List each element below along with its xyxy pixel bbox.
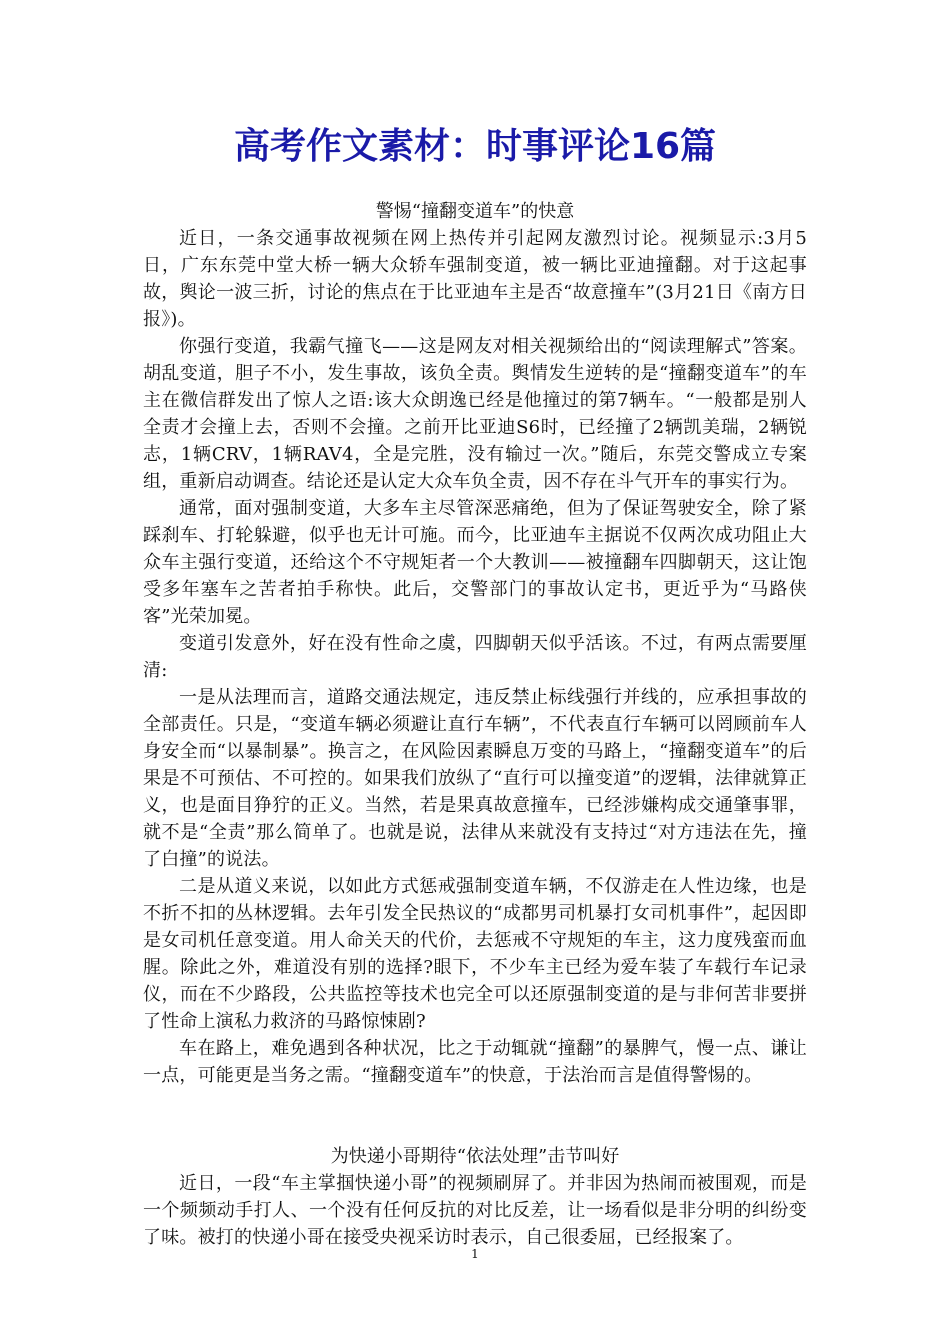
article-1-paragraph-1: 近日，一条交通事故视频在网上热传并引起网友激烈讨论。视频显示:3月5日，广东东莞中堂大桥一辆大众轿车强制变道，被一辆比亚迪撞翻。对于这起事故，舆论一波三折，讨论的焦点在于比亚迪车主是否“故意撞车”(3月21日《南方日报》)。 [143, 228, 807, 330]
document-title: 高考作文素材：时事评论16篇 [233, 126, 717, 167]
article-2 [143, 1143, 807, 1251]
article-1-heading: 警惕“撞翻变道车”的快意 [375, 201, 575, 222]
article-1 [143, 198, 807, 1089]
article-2-paragraph-1: 近日，一段“车主掌掴快递小哥”的视频刷屏了。并非因为热闹而被围观，而是一个频频动手打人、一个没有任何反抗的对比反差，让一场看似是非分明的纠纷变了味。被打的快递小哥在接受央视采访时表示，自己很委屈，已经报案了。 [143, 1173, 807, 1248]
document-body [143, 198, 807, 1251]
article-1-paragraph-3: 通常，面对强制变道，大多车主尽管深恶痛绝，但为了保证驾驶安全，除了紧踩刹车、打轮躲避，似乎也无计可施。而今，比亚迪车主据说不仅两次成功阻止大众车主强行变道，还给这个不守规矩者一个大教训——被撞翻车四脚朝天，这让饱受多年塞车之苦者拍手称快。此后，交警部门的事故认定书，更近乎为“马路侠客”光荣加冕。 [143, 498, 807, 627]
page-number: 1 [471, 1247, 479, 1261]
article-2-heading: 为快递小哥期待“依法处理”击节叫好 [330, 1146, 620, 1167]
article-1-paragraph-7: 车在路上，难免遇到各种状况，比之于动辄就“撞翻”的暴脾气，慢一点、谦让一点，可能更是当务之需。“撞翻变道车”的快意，于法治而言是值得警惕的。 [143, 1038, 807, 1086]
article-1-paragraph-2: 你强行变道，我霸气撞飞——这是网友对相关视频给出的“阅读理解式”答案。胡乱变道，胆子不小，发生事故，该负全责。舆情发生逆转的是“撞翻变道车”的车主在微信群发出了惊人之语:该大众朗逸已经是他撞过的第7辆车。“一般都是别人全责才会撞上去，否则不会撞。之前开比亚迪S6时，已经撞了2辆凯美瑞，2辆锐志，1辆CRV，1辆RAV4，全是完胜，没有输过一次。”随后，东莞交警成立专案组，重新启动调查。结论还是认定大众车负全责，因不存在斗气开车的事实行为。 [143, 336, 807, 492]
section-spacer [143, 1089, 807, 1143]
article-1-paragraph-4: 变道引发意外，好在没有性命之虞，四脚朝天似乎活该。不过，有两点需要厘清: [143, 633, 807, 681]
article-1-paragraph-6: 二是从道义来说，以如此方式惩戒强制变道车辆，不仅游走在人性边缘，也是不折不扣的丛林逻辑。去年引发全民热议的“成都男司机暴打女司机事件”，起因即是女司机任意变道。用人命关天的代价，去惩戒不守规矩的车主，这力度残蛮而血腥。除此之外，难道没有别的选择?眼下，不少车主已经为爱车装了车载行车记录仪，而在不少路段，公共监控等技术也完全可以还原强制变道的是与非何苦非要拼了性命上演私力救济的马路惊悚剧? [143, 876, 807, 1032]
article-1-paragraph-5: 一是从法理而言，道路交通法规定，违反禁止标线强行并线的，应承担事故的全部责任。只是，“变道车辆必须避让直行车辆”，不代表直行车辆可以罔顾前车人身安全而“以暴制暴”。换言之，在风险因素瞬息万变的马路上，“撞翻变道车”的后果是不可预估、不可控的。如果我们放纵了“直行可以撞变道”的逻辑，法律就算正义，也是面目狰狞的正义。当然，若是果真故意撞车，已经涉嫌构成交通肇事罪，就不是“全责”那么简单了。也就是说，法律从来就没有支持过“对方违法在先，撞了白撞”的说法。 [143, 687, 807, 870]
